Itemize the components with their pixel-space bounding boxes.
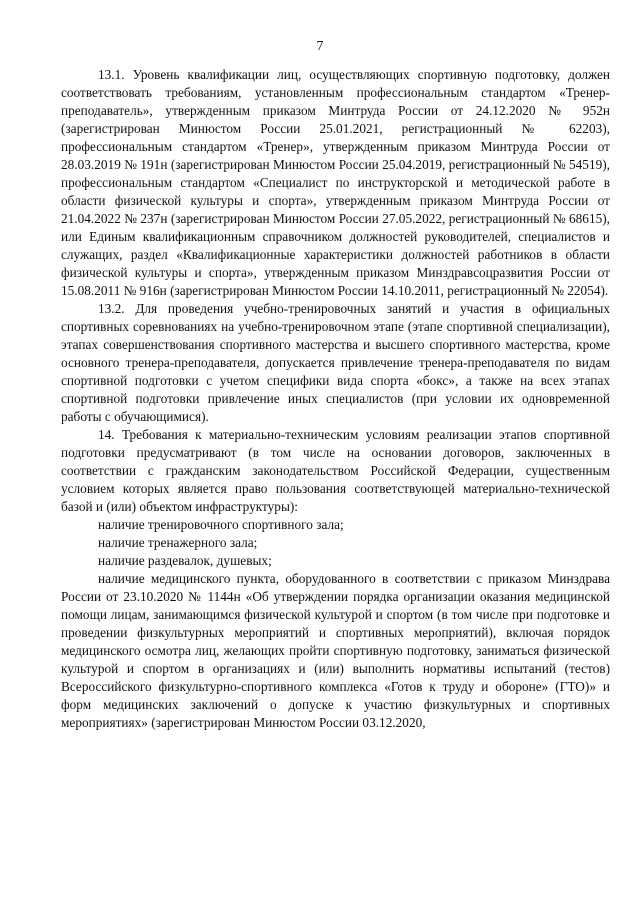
list-item-training-hall: наличие тренировочного спортивного зала; xyxy=(98,517,344,532)
paragraph-13-1-trainer-qualification: 13.1. Уровень квалификации лиц, осуществляющих спортивную подготовку, должен соответствовать требованиям, установленным профессиональным стандартом «Тренер-преподаватель», утвержденным приказом Минтруда России от 24.12.2020 № 952н (зарегистрирован Минюстом России 25.01.2021, регистрационный № 62203), профессиональным стандартом «Тренер», утвержденным приказом Минтруда России от 28.03.2019 № 191н (зарегистрирован Минюстом России 25.04.2019, регистрационный № 54519), профессиональным стандартом «Специалист по инструкторской и методической работе в области физической культуры и спорта», утвержденным приказом Минтруда России от 21.04.2022 № 237н (зарегистрирован Минюстом России 27.05.2022, регистрационный № 68615), или Единым квалификационным справочником должностей руководителей, специалистов и служащих, раздел «Квалификационные характеристики должностей работников в области физической культуры и спорта», утвержденным приказом Минздравсоцразвития России от 15.08.2011 № 916н (зарегистрирован Минюстом России 14.10.2011, регистрационный № 22054). xyxy=(61,67,610,298)
document-body xyxy=(61,66,610,732)
page-number: 7 xyxy=(316,39,324,54)
list-item-gym: наличие тренажерного зала; xyxy=(98,535,258,550)
paragraph-13-2-additional-trainers: 13.2. Для проведения учебно-тренировочных занятий и участия в официальных спортивных соревнованиях на учебно-тренировочном этапе (этапе спортивной специализации), этапах совершенствования спортивного мастерства и высшего спортивного мастерства, кроме основного тренера-преподавателя, допускается привлечение тренера-преподавателя по видам спортивной подготовки с учетом специфики вида спорта «бокс», а также на всех этапах спортивной подготовки привлечение иных специалистов (при условии их одновременной работы с обучающимися). xyxy=(61,301,610,424)
paragraph-14-material-requirements: 14. Требования к материально-техническим условиям реализации этапов спортивной подготовки предусматривают (в том числе на основании договоров, заключенных в соответствии с гражданским законодательством Российской Федерации, существенным условием которых является право пользования соответствующей материально-технической базой и (или) объектом инфраструктуры): xyxy=(61,427,610,514)
list-item-changing-rooms: наличие раздевалок, душевых; xyxy=(98,553,272,568)
list-item-medical-point: наличие медицинского пункта, оборудованного в соответствии с приказом Минздрава России от 23.10.2020 № 1144н «Об утверждении порядка организации оказания медицинской помощи лицам, занимающимся физической культурой и спортом (в том числе при подготовке и проведении физкультурных мероприятий и спортивных мероприятий), включая порядок медицинского осмотра лиц, желающих пройти спортивную подготовку, заниматься физической культурой и спортом в организациях и (или) выполнить нормативы испытаний (тестов) Всероссийского физкультурно-спортивного комплекса «Готов к труду и обороне» (ГТО)» и форм медицинских заключений о допуске к участию физкультурных и спортивных мероприятиях» (зарегистрирован Минюстом России 03.12.2020, xyxy=(61,571,610,730)
